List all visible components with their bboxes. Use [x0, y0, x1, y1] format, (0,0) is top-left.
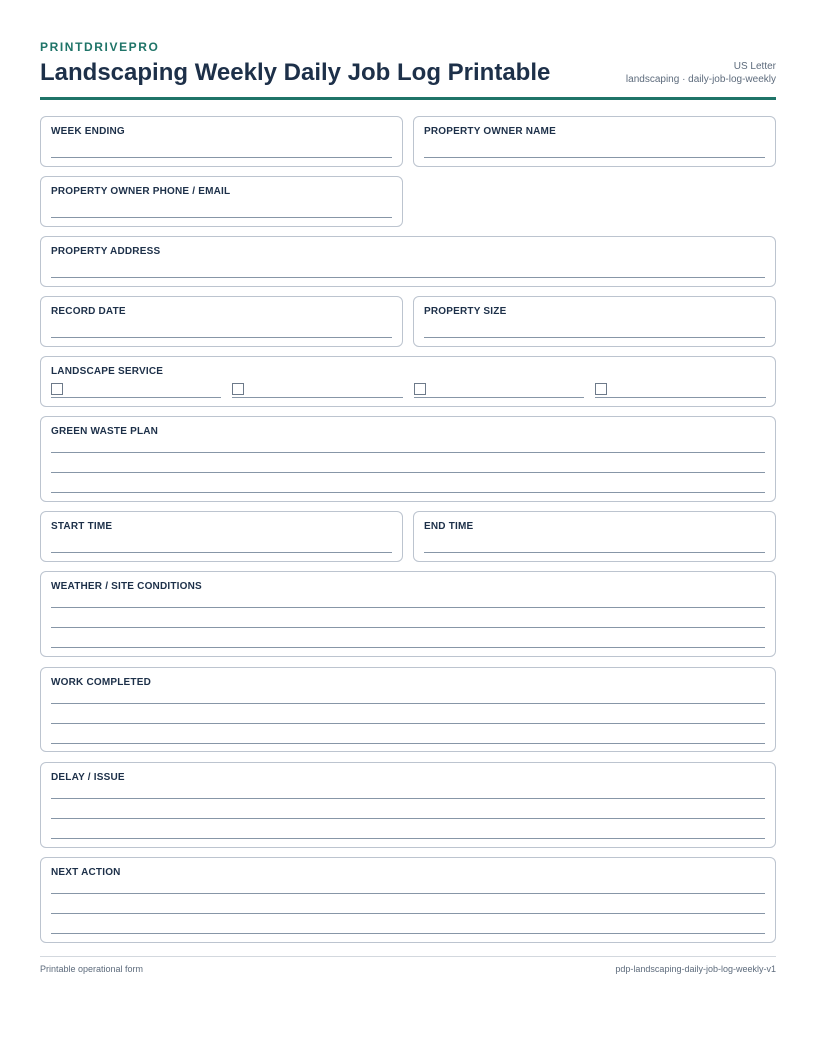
footer-description: Printable operational form — [40, 964, 144, 974]
weather-site-conditions-label: WEATHER / SITE CONDITIONS — [51, 581, 202, 592]
checkbox-1[interactable] — [51, 383, 63, 395]
writing-line — [51, 743, 765, 744]
landscape-service-field — [40, 356, 776, 407]
start-time-field[interactable] — [40, 511, 403, 562]
end-time-label: END TIME — [424, 521, 474, 532]
writing-line — [51, 552, 392, 553]
job-log-page — [40, 0, 776, 1056]
writing-line — [424, 552, 765, 553]
end-time-field[interactable] — [413, 511, 776, 562]
property-address-label: PROPERTY ADDRESS — [51, 246, 161, 257]
next-action-field[interactable] — [40, 857, 776, 943]
property-owner-name-label: PROPERTY OWNER NAME — [424, 126, 556, 137]
service-option-2 — [232, 383, 403, 397]
week-ending-label: WEEK ENDING — [51, 126, 125, 137]
writing-line — [424, 157, 765, 158]
writing-line — [51, 838, 765, 839]
service-option-1 — [51, 383, 221, 397]
property-address-field[interactable] — [40, 236, 776, 287]
writing-line — [51, 818, 765, 819]
footer-divider — [40, 956, 776, 957]
page-title: Landscaping Weekly Daily Job Log Printable — [40, 59, 551, 86]
green-waste-plan-label: GREEN WASTE PLAN — [51, 426, 159, 437]
writing-line — [51, 607, 765, 608]
writing-line — [51, 933, 765, 934]
property-size-field[interactable] — [413, 296, 776, 347]
property-owner-contact-field[interactable] — [40, 176, 403, 227]
work-completed-label: WORK COMPLETED — [51, 677, 152, 688]
property-owner-contact-label: PROPERTY OWNER PHONE / EMAIL — [51, 186, 231, 197]
document-slug: landscaping · daily-job-log-weekly — [625, 74, 776, 85]
writing-line — [232, 397, 403, 398]
next-action-label: NEXT ACTION — [51, 867, 121, 878]
paper-size: US Letter — [733, 61, 776, 72]
property-owner-name-field[interactable] — [413, 116, 776, 167]
writing-line — [51, 647, 765, 648]
delay-issue-label: DELAY / ISSUE — [51, 772, 125, 783]
writing-line — [51, 627, 765, 628]
writing-line — [51, 798, 765, 799]
writing-line — [51, 893, 765, 894]
service-option-3 — [414, 383, 584, 397]
form-id: pdp-landscaping-daily-job-log-weekly-v1 — [615, 964, 776, 974]
weather-site-conditions-field[interactable] — [40, 571, 776, 657]
writing-line — [51, 472, 765, 473]
work-completed-field[interactable] — [40, 667, 776, 752]
record-date-field[interactable] — [40, 296, 403, 347]
writing-line — [51, 723, 765, 724]
writing-line — [51, 913, 765, 914]
service-option-4 — [595, 383, 766, 397]
writing-line — [51, 217, 392, 218]
writing-line — [51, 397, 221, 398]
writing-line — [51, 703, 765, 704]
start-time-label: START TIME — [51, 521, 113, 532]
landscape-service-label: LANDSCAPE SERVICE — [51, 366, 164, 377]
header-divider — [40, 97, 776, 100]
checkbox-3[interactable] — [414, 383, 426, 395]
writing-line — [414, 397, 584, 398]
writing-line — [424, 337, 765, 338]
writing-line — [51, 492, 765, 493]
writing-line — [51, 157, 392, 158]
writing-line — [51, 337, 392, 338]
writing-line — [51, 277, 765, 278]
week-ending-field[interactable] — [40, 116, 403, 167]
writing-line — [595, 397, 766, 398]
document-meta — [626, 60, 776, 86]
delay-issue-field[interactable] — [40, 762, 776, 848]
checkbox-4[interactable] — [595, 383, 607, 395]
brand-name: PRINTDRIVEPRO — [40, 40, 160, 54]
property-size-label: PROPERTY SIZE — [424, 306, 507, 317]
writing-line — [51, 452, 765, 453]
checkbox-2[interactable] — [232, 383, 244, 395]
green-waste-plan-field[interactable] — [40, 416, 776, 502]
record-date-label: RECORD DATE — [51, 306, 126, 317]
